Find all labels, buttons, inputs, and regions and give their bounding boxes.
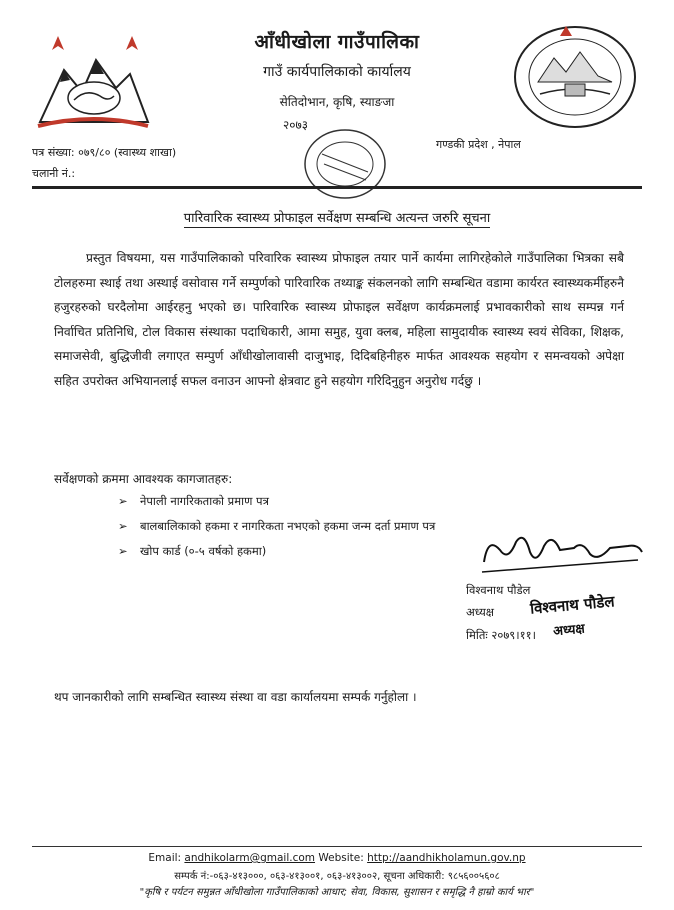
website-link[interactable]: http://aandhikholamun.gov.np — [367, 852, 526, 864]
round-office-stamp — [300, 124, 390, 204]
arrow-bullet-icon: ➢ — [118, 494, 128, 508]
notice-subject — [0, 208, 674, 226]
document-item-label: नेपाली नागरिकताको प्रमाण पत्र — [140, 494, 269, 508]
reference-number: पत्र संख्या: ०७९/८० (स्वास्थ्य शाखा) — [32, 146, 177, 159]
name-stamp: विश्वनाथ पौडेल — [529, 592, 616, 618]
email-label: Email: — [148, 852, 182, 864]
organization-name: आँधीखोला गाउँपालिका — [254, 31, 420, 53]
signatory-role: अध्यक्ष — [466, 605, 495, 619]
footer-phone-numbers: सम्पर्क नं:-०६३-४१३०००, ०६३-४१३००१, ०६३-४१३००२, सूचना अधिकारी: ९८५६००५६०८ — [174, 871, 500, 882]
role-stamp: अध्यक्ष — [552, 621, 586, 640]
footer-contact-links — [0, 852, 674, 864]
document-item — [118, 494, 269, 509]
header-divider — [32, 186, 642, 189]
established-year: २०७३ — [283, 118, 308, 132]
office-address: सेतिदोभान, कृषि, स्याङजा — [279, 95, 395, 109]
signatory-name: विश्वनाथ पौडेल — [466, 583, 531, 597]
document-item — [118, 519, 435, 534]
province-text: गण्डकी प्रदेश , नेपाल — [436, 138, 521, 151]
document-item-label: खोप कार्ड (०-५ वर्षको हकमा) — [140, 544, 267, 558]
document-item-label: बालबालिकाको हकमा र नागरिकता नभएको हकमा जन्म दर्ता प्रमाण पत्र — [140, 519, 436, 533]
required-documents-title: सर्वेक्षणको क्रममा आवश्यक कागजातहरु: — [54, 472, 233, 486]
document-item — [118, 544, 266, 559]
notice-subject-text: पारिवारिक स्वास्थ्य प्रोफाइल सर्वेक्षण सम्बन्धि अत्यन्त जरुरि सूचना — [183, 211, 491, 226]
email-link[interactable]: andhikolarm@gmail.com — [184, 852, 316, 864]
website-label: Website: — [318, 852, 364, 864]
contact-note: थप जानकारीको लागि सम्बन्धित स्वास्थ्य संस्था वा वडा कार्यालयमा सम्पर्क गर्नुहोला । — [54, 690, 417, 704]
signature-date: मितिः २०७९।११। — [466, 628, 536, 642]
footer-divider — [32, 846, 642, 847]
arrow-bullet-icon: ➢ — [118, 519, 128, 533]
office-name: गाउँ कार्यपालिकाको कार्यालय — [263, 64, 411, 80]
arrow-bullet-icon: ➢ — [118, 544, 128, 558]
notice-body: प्रस्तुत विषयमा, यस गाउँपालिकाको परिवारिक स्वास्थ्य प्रोफाइल तयार पार्ने कार्यमा लागिरहेकोले गाउँपालिका भित्रका सबै टोलहरुमा स्थाई तथा अस्थाई वसोवास गर्ने सम्पुर्णको पारिवारिक तथ्याङ्क संकलनको लागि सम्बन्धित वडामा कार्यरत स्वास्थ्यकर्मीहरुनै हजुरहरुको घरदैलोमा आईरहनु भएको छ। पारिवारिक स्वास्थ्य प्रोफाइल सर्वेक्षण कार्यक्रमलाई प्रभावकारीको साथ सम्पन्न गर्न निर्वाचित प्रतिनिधि, टोल विकास संस्थाका पदाधिकारी, आमा समुह, युवा क्लब, महिला सामुदायीक स्वास्थ्य स्वयं सेविका, शिक्षक, समाजसेवी, बुद्धिजीवी लगाएत सम्पुर्ण आँधीखोलावासी दाजुभाइ, दिदिबहिनीहरु मार्फत आवश्यक सहयोग र समन्वयको अपेक्षा सहित उपरोक्त अभियानलाई सफल वनाउन आफ्नो क्षेत्रवाट हुने सहयोग गरिदिनुहुन अनुरोध गर्दछु । — [54, 251, 624, 388]
handwritten-signature — [478, 522, 646, 584]
dispatch-number: चलानी नं.: — [32, 167, 76, 180]
footer-motto: "कृषि र पर्यटन समुन्नत आँधीखोला गाउँपालिकाको आधार; सेवा, विकास, सुशासन र समृद्धि नै हाम्रो कार्य भार" — [139, 887, 535, 898]
